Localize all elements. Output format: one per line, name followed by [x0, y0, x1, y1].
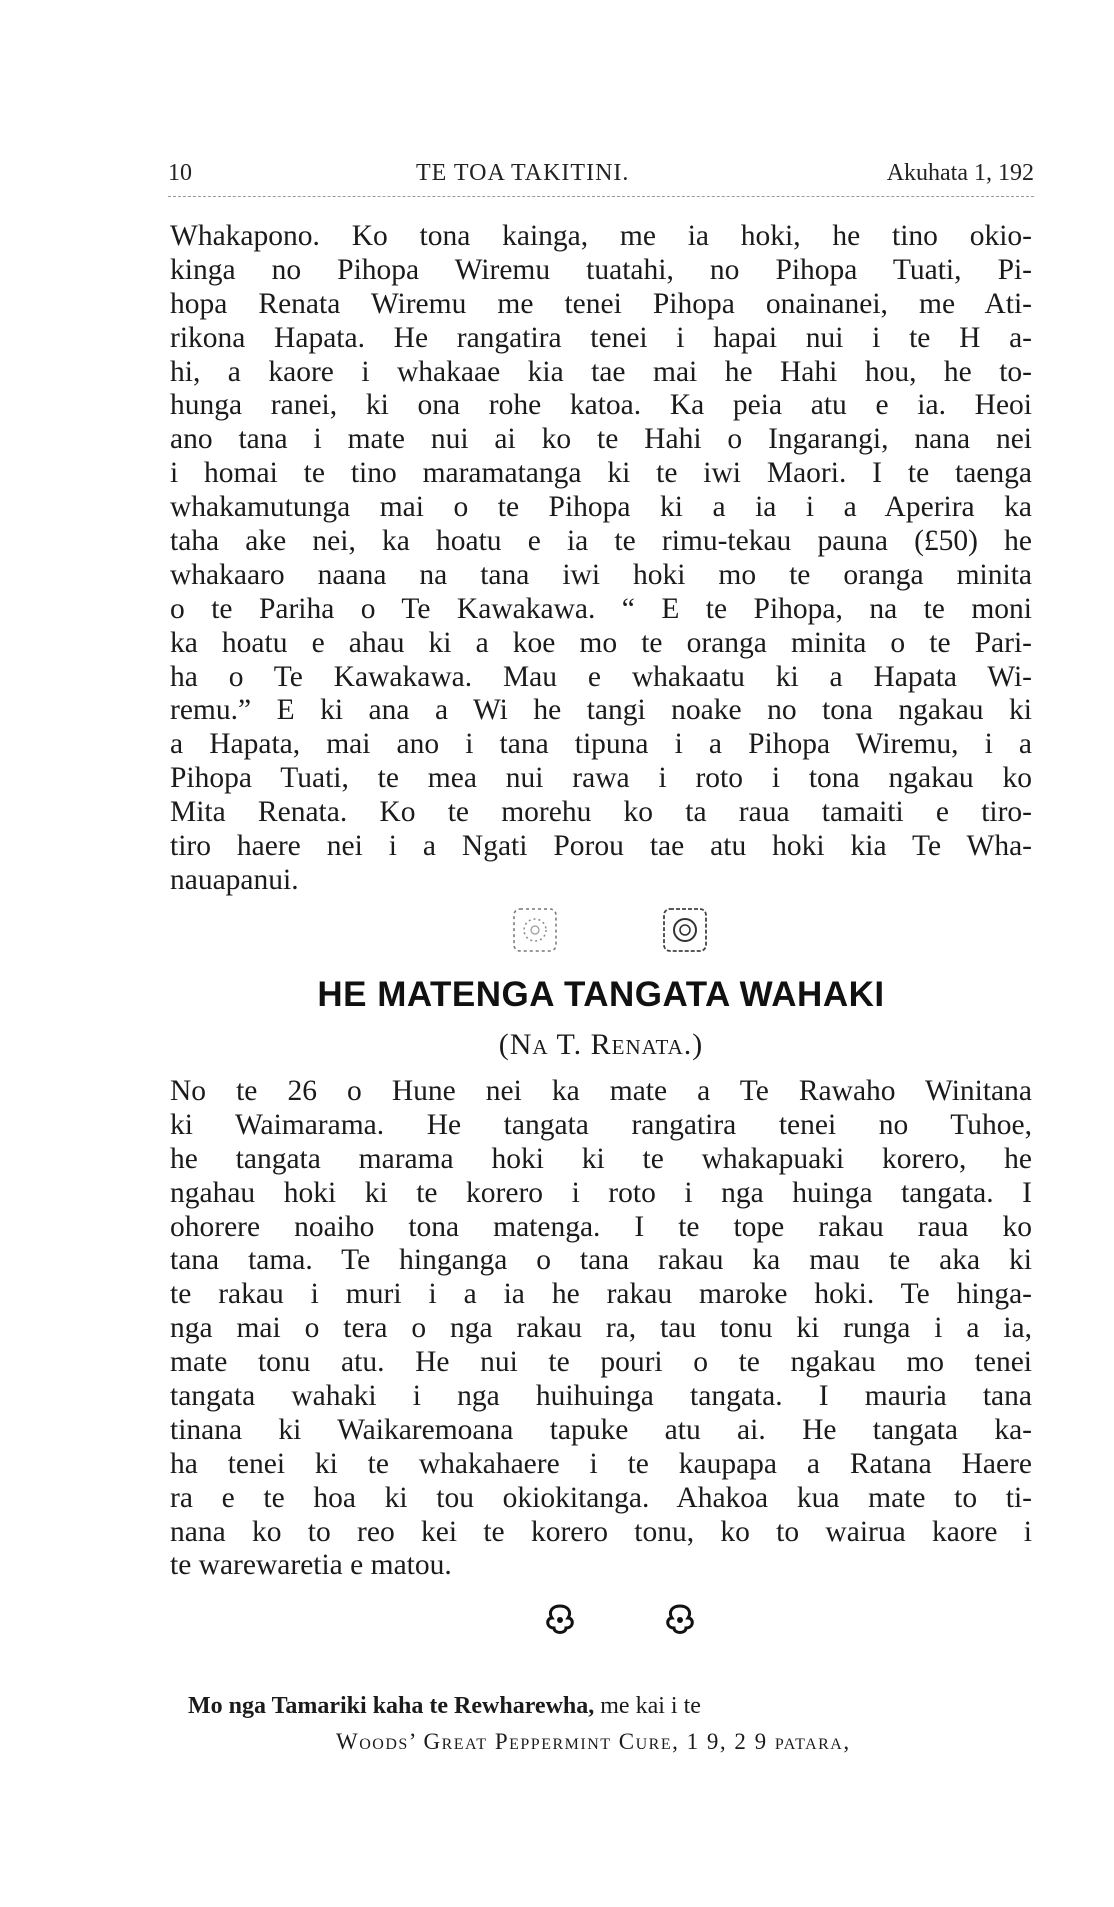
text-line: Pihopa Tuati, te mea nui rawa i roto i tona ngakau ko	[170, 762, 1032, 795]
text-line: Whakapono. Ko tona kainga, me ia hoki, he tino okio-	[170, 220, 1032, 252]
text-line: ngahau hoki ki te korero i roto i nga huinga tangata. I	[170, 1176, 1032, 1209]
text-line: a Hapata, mai ano i tana tipuna i a Pihopa Wiremu, i a	[170, 728, 1032, 761]
fleuron-icon	[540, 1600, 580, 1640]
fleuron-icon	[660, 1600, 700, 1640]
text-line: taha ake nei, ka hoatu e ia te rimu-tekau pauna (£50) he	[170, 525, 1032, 558]
text-line: nga mai o tera o nga rakau ra, tau tonu ki runga i a ia,	[170, 1312, 1032, 1345]
text-line: hunga ranei, ki ona rohe katoa. Ka peia atu e ia. Heoi	[170, 389, 1032, 422]
issue-date: Akuhata 1, 192	[886, 160, 1034, 186]
end-divider	[530, 1600, 730, 1640]
advertisement	[188, 1688, 1028, 1760]
page-header	[168, 158, 1034, 198]
text-line: tangata wahaki i nga huihuinga tangata. I mauria tana	[170, 1380, 1032, 1413]
section-divider	[500, 905, 740, 957]
text-line: mate tonu atu. He nui te pouri o te ngakau mo tenei	[170, 1346, 1032, 1379]
text-line: hi, a kaore i whakaae kia tae mai he Hahi hou, he to-	[170, 355, 1032, 388]
page-number: 10	[168, 160, 192, 186]
advert-lead: Mo nga Tamariki kaha te Rewharewha,	[188, 1693, 595, 1719]
text-line: No te 26 o Hune nei ka mate a Te Rawaho Winitana	[170, 1075, 1032, 1107]
article-byline: (Na T. Renata.)	[498, 1028, 704, 1061]
article-body	[170, 1075, 1032, 1583]
text-line: ka hoatu e ahau ki a koe mo te oranga minita o te Pari-	[170, 626, 1032, 659]
text-line: rikona Hapata. He rangatira tenei i hapai nui i te H a-	[170, 321, 1032, 354]
text-line: nana ko to reo kei te korero tonu, ko to wairua kaore i	[170, 1515, 1032, 1548]
text-line: tinana ki Waikaremoana tapuke atu ai. He tangata ka-	[170, 1413, 1032, 1446]
text-line: ki Waimarama. He tangata rangatira tenei no Tuhoe,	[170, 1108, 1032, 1141]
text-line: hopa Renata Wiremu me tenei Pihopa onainanei, me Ati-	[170, 287, 1032, 320]
text-line: whakamutunga mai o te Pihopa ki a ia i a Aperira ka	[170, 491, 1032, 524]
text-line: he tangata marama hoki ki te whakapuaki korero, he	[170, 1142, 1032, 1175]
text-line: ano tana i mate nui ai ko te Hahi o Ingarangi, nana nei	[170, 423, 1032, 456]
text-line: te warewaretia e matou.	[170, 1549, 452, 1582]
text-line: whakaaro naana na tana iwi hoki mo te oranga minita	[170, 558, 1032, 591]
text-line: i homai te tino maramatanga ki te iwi Maori. I te taenga	[170, 457, 1032, 490]
running-title: TE TOA TAKITINI.	[416, 160, 630, 186]
text-line: ra e te hoa ki tou okiokitanga. Ahakoa kua mate to ti-	[170, 1481, 1032, 1514]
text-line: ohorere noaiho tona matenga. I te tope rakau raua ko	[170, 1210, 1032, 1243]
article-title: HE MATENGA TANGATA WAHAKI	[317, 975, 885, 1014]
advert-line-2: Woods’ Great Peppermint Cure, 1 9, 2 9 patara,	[336, 1729, 851, 1754]
text-line: nauapanui.	[170, 863, 299, 896]
text-line: te rakau i muri i a ia he rakau maroke hoki. Te hinga-	[170, 1278, 1032, 1311]
ornament-icon	[510, 905, 560, 955]
text-line: kinga no Pihopa Wiremu tuatahi, no Pihopa Tuati, Pi-	[170, 253, 1032, 286]
text-line: tiro haere nei i a Ngati Porou tae atu hoki kia Te Wha-	[170, 830, 1032, 863]
text-line: ha o Te Kawakawa. Mau e whakaatu ki a Hapata Wi-	[170, 660, 1032, 693]
advert-line-1	[188, 1688, 1028, 1724]
advert-lead-rest: me kai i te	[594, 1693, 701, 1719]
text-line: tana tama. Te hinganga o tana rakau ka mau te aka ki	[170, 1244, 1032, 1277]
paragraph-continued	[170, 220, 1032, 898]
header-rule	[168, 196, 1034, 197]
text-line: o te Pariha o Te Kawakawa. “ E te Pihopa, na te moni	[170, 592, 1032, 625]
ornament-icon	[660, 905, 710, 955]
text-line: remu.” E ki ana a Wi he tangi noake no tona ngakau ki	[170, 694, 1032, 727]
text-line: Mita Renata. Ko te morehu ko ta raua tamaiti e tiro-	[170, 796, 1032, 829]
text-line: ha tenei ki te whakahaere i te kaupapa a Ratana Haere	[170, 1447, 1032, 1480]
